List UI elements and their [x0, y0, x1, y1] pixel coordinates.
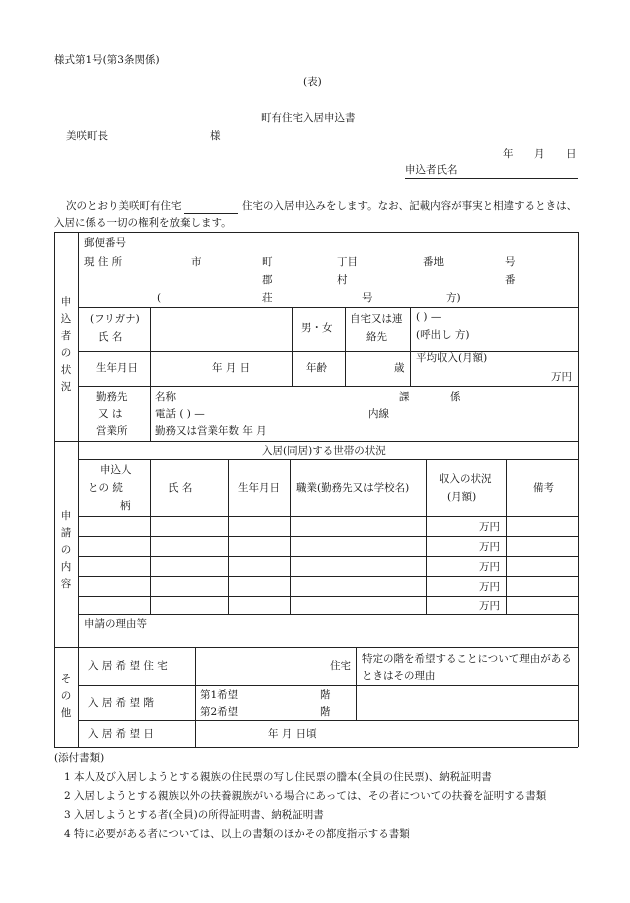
- address-county: 郡: [262, 274, 273, 286]
- income-unit: 万円: [551, 371, 572, 383]
- call-field[interactable]: (呼出し 方): [416, 329, 470, 341]
- col-relation-line1: 申込人: [100, 464, 132, 476]
- household-row-income-unit: 万円: [479, 581, 500, 593]
- age-label: 年齢: [306, 362, 327, 374]
- birthdate-label: 生年月日: [96, 362, 138, 374]
- address-village: 村: [337, 274, 348, 286]
- date-year-label: 年: [503, 148, 514, 160]
- workplace-name-label: 名称: [155, 391, 176, 403]
- col-name-header: 氏 名: [168, 482, 193, 494]
- reason-label: 申請の理由等: [84, 618, 147, 630]
- table-right-border: [578, 232, 579, 747]
- row-line: [356, 685, 578, 686]
- section-label-application: 申請の内容: [60, 510, 72, 590]
- col-line: [356, 647, 357, 720]
- address-go: 号: [505, 256, 516, 268]
- floor-second-unit: 階: [320, 706, 331, 718]
- row-line: [78, 459, 578, 460]
- table-top-border: [54, 232, 578, 233]
- floor-first-choice: 第1希望: [200, 689, 239, 701]
- row-line: [78, 516, 578, 517]
- col-line: [228, 459, 229, 614]
- attachments-heading: (添付書類): [54, 752, 105, 764]
- workplace-years-field[interactable]: 勤務又は営業年数 年 月: [155, 425, 267, 437]
- workplace-unit-label: 係: [450, 391, 461, 403]
- household-heading: 入居(同居)する世帯の状況: [262, 445, 386, 457]
- col-line: [426, 459, 427, 614]
- intro-text-a: 次のとおり美咲町有住宅: [66, 200, 182, 212]
- address-town: 町: [262, 256, 273, 268]
- desired-date-fields[interactable]: 年 月 日頃: [268, 728, 317, 740]
- contact-label: 自宅又は連: [350, 313, 403, 325]
- birthdate-fields[interactable]: 年 月 日: [212, 362, 251, 374]
- contact-label-2: 絡先: [366, 331, 387, 343]
- workplace-phone-field[interactable]: 電話 ( ) —: [155, 408, 205, 420]
- form-side-label: (表): [303, 76, 322, 88]
- table-left-border: [54, 232, 55, 747]
- row-line: [78, 576, 578, 577]
- row-line: [78, 720, 578, 721]
- col-line: [410, 307, 411, 386]
- phone-field[interactable]: ( ) —: [416, 311, 442, 323]
- addressee: 美咲町長: [66, 130, 108, 142]
- row-line: [78, 536, 578, 537]
- postal-code-label: 郵便番号: [84, 237, 126, 249]
- floor-first-unit: 階: [320, 689, 331, 701]
- col-relation-line3: 柄: [120, 500, 131, 512]
- workplace-label-2: 又 は: [98, 408, 123, 420]
- section-label-applicant: 申込者の状況: [60, 296, 72, 393]
- section-label-divider: [78, 232, 79, 747]
- row-line: [78, 614, 578, 615]
- col-note-header: 備考: [533, 482, 554, 494]
- address-ban: 番: [505, 274, 516, 286]
- section-line: [54, 647, 578, 648]
- desired-floor-label: 入 居 希 望 階: [88, 697, 154, 709]
- col-line: [150, 307, 151, 441]
- address-label: 現 住 所: [84, 256, 123, 268]
- name-label: 氏 名: [98, 331, 123, 343]
- addressee-honorific: 様: [210, 130, 221, 142]
- workplace-label-1: 勤務先: [96, 391, 128, 403]
- col-line: [345, 307, 346, 386]
- intro-text-b: 住宅の入居申込みをします。なお、記載内容が事実と相違するときは、: [242, 200, 578, 212]
- form-number: 様式第1号(第3条関係): [54, 54, 160, 66]
- floor-second-choice: 第2希望: [200, 706, 239, 718]
- col-line: [195, 647, 196, 747]
- intro-text-line2: 入居に係る一切の権利を放棄します。: [54, 217, 232, 229]
- form-title: 町有住宅入居申込書: [261, 112, 356, 124]
- row-line: [78, 351, 578, 352]
- house-unit-label: 住宅: [330, 660, 351, 672]
- address-banchi: 番地: [423, 256, 444, 268]
- col-income-header: 収入の状況: [439, 473, 492, 485]
- floor-reason-label: 特定の階を希望することについて理由があるときはその理由: [362, 653, 572, 682]
- col-income-subheader: (月額): [447, 491, 477, 503]
- attachment-item: 1 本人及び入居しようとする親族の住民票の写し住民票の謄本(全員の住民票)、納税証明書: [64, 771, 492, 783]
- housing-name-blank[interactable]: [184, 213, 238, 214]
- household-row-income-unit: 万円: [479, 600, 500, 612]
- col-relation-line2: との 続: [88, 482, 123, 494]
- address-paren: (: [157, 292, 162, 304]
- household-row-income-unit: 万円: [479, 561, 500, 573]
- applicant-name-label: 申込者氏名: [405, 164, 458, 176]
- col-line: [290, 459, 291, 614]
- gender-label: 男・女: [301, 322, 333, 334]
- address-room: 号: [362, 292, 373, 304]
- address-chome: 丁目: [337, 256, 358, 268]
- attachment-item: 3 入居しようとする者(全員)の所得証明書、納税証明書: [64, 809, 324, 821]
- date-month-label: 月: [534, 148, 545, 160]
- section-label-other: その他: [60, 673, 72, 719]
- col-job-header: 職業(勤務先又は学校名): [296, 482, 410, 494]
- workplace-section-label: 課: [399, 391, 410, 403]
- income-label: 平均収入(月額): [416, 352, 488, 364]
- furigana-label: (フリガナ): [90, 313, 140, 325]
- row-line: [78, 307, 578, 308]
- applicant-name-line[interactable]: [405, 178, 578, 179]
- date-day-label: 日: [566, 148, 577, 160]
- household-row-income-unit: 万円: [479, 521, 500, 533]
- age-unit: 歳: [394, 362, 405, 374]
- workplace-label-3: 営業所: [96, 425, 128, 437]
- desired-house-label: 入 居 希 望 住 宅: [88, 660, 168, 672]
- household-row-income-unit: 万円: [479, 541, 500, 553]
- workplace-extension-label: 内線: [368, 408, 389, 420]
- table-bottom-border: [54, 747, 578, 748]
- row-line: [78, 685, 356, 686]
- address-building: 荘: [262, 292, 273, 304]
- col-line: [292, 307, 293, 386]
- col-birth-header: 生年月日: [238, 482, 280, 494]
- col-line: [506, 459, 507, 614]
- address-city: 市: [191, 256, 202, 268]
- section-line: [54, 441, 578, 442]
- row-line: [78, 556, 578, 557]
- attachment-item: 4 特に必要がある者については、以上の書類のほかその都度指示する書類: [64, 828, 410, 840]
- address-care-of: 方): [446, 292, 461, 304]
- row-line: [78, 386, 578, 387]
- col-line: [150, 459, 151, 614]
- desired-date-label: 入 居 希 望 日: [88, 728, 154, 740]
- attachment-item: 2 入居しようとする親族以外の扶養親族がいる場合にあっては、その者についての扶養を証明する書類: [64, 790, 547, 802]
- row-line: [78, 596, 578, 597]
